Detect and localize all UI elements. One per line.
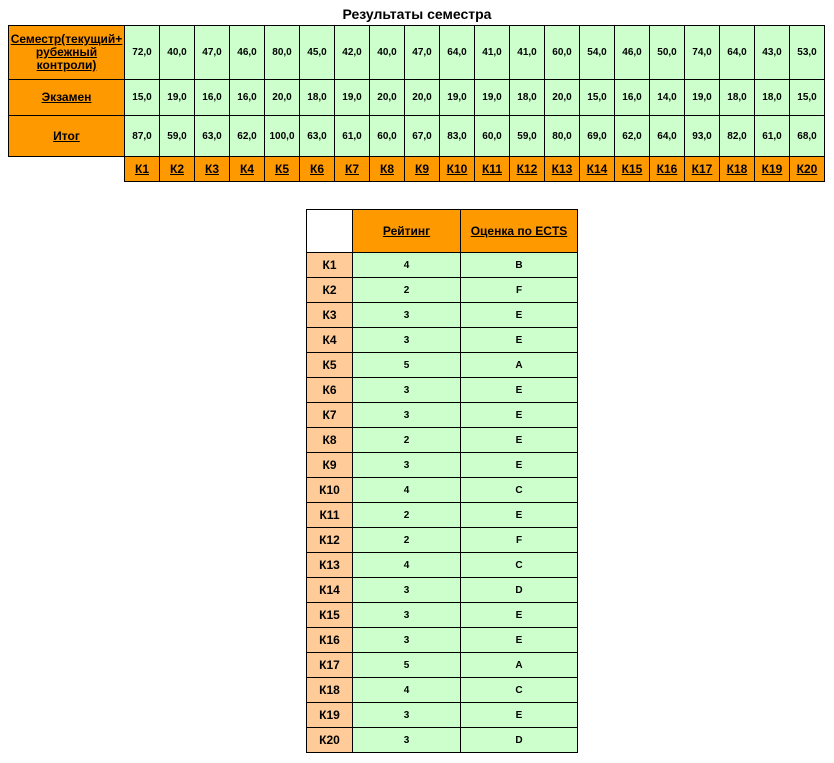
total-row — [9, 116, 825, 157]
total-value-cell[interactable]: 100,0 — [265, 116, 300, 157]
k-label: К10 — [446, 162, 468, 176]
k-label: К4 — [240, 162, 254, 176]
total-value-cell[interactable]: 62,0 — [230, 116, 265, 157]
ects-cell[interactable]: C — [461, 678, 578, 703]
total-value-cell[interactable]: 62,0 — [615, 116, 650, 157]
ects-cell[interactable]: E — [461, 378, 578, 403]
page-title: Результаты семестра — [342, 6, 492, 22]
ects-cell[interactable]: E — [461, 628, 578, 653]
rating-row — [307, 403, 578, 428]
exam-value-cell[interactable]: 18,0 — [755, 80, 790, 116]
ects-cell[interactable]: E — [461, 703, 578, 728]
k-label-cell[interactable] — [405, 157, 440, 182]
exam-value-cell[interactable]: 19,0 — [475, 80, 510, 116]
semester-value-cell[interactable]: 41,0 — [510, 26, 545, 80]
rating-row — [307, 503, 578, 528]
k-name-cell[interactable]: К7 — [307, 403, 353, 428]
k-label-cell[interactable] — [720, 157, 755, 182]
exam-value-cell[interactable]: 19,0 — [440, 80, 475, 116]
k-label: К20 — [796, 162, 818, 176]
total-value-cell[interactable]: 61,0 — [335, 116, 370, 157]
exam-value-cell[interactable]: 19,0 — [335, 80, 370, 116]
rating-row — [307, 703, 578, 728]
k-label: К5 — [275, 162, 289, 176]
k-label-cell[interactable] — [475, 157, 510, 182]
exam-value-cell[interactable]: 18,0 — [300, 80, 335, 116]
rating-row — [307, 328, 578, 353]
k-name-cell[interactable]: К6 — [307, 378, 353, 403]
ects-cell[interactable]: E — [461, 503, 578, 528]
ects-cell[interactable]: F — [461, 528, 578, 553]
k-name-cell[interactable]: К16 — [307, 628, 353, 653]
k-label: К6 — [310, 162, 324, 176]
k-name-cell[interactable]: К10 — [307, 478, 353, 503]
k-label: К9 — [415, 162, 429, 176]
semester-value-cell[interactable]: 80,0 — [265, 26, 300, 80]
k-label: К1 — [135, 162, 149, 176]
total-value-cell[interactable]: 64,0 — [650, 116, 685, 157]
exam-value-cell[interactable]: 16,0 — [230, 80, 265, 116]
ects-cell[interactable]: E — [461, 603, 578, 628]
exam-value-cell[interactable]: 16,0 — [195, 80, 230, 116]
ects-cell[interactable]: B — [461, 253, 578, 278]
rating-cell[interactable]: 2 — [353, 428, 461, 453]
ects-cell[interactable]: A — [461, 353, 578, 378]
k-label-cell[interactable] — [300, 157, 335, 182]
rating-cell[interactable]: 3 — [353, 578, 461, 603]
k-label-cell[interactable] — [790, 157, 825, 182]
exam-value-cell[interactable]: 14,0 — [650, 80, 685, 116]
exam-value-cell[interactable]: 20,0 — [545, 80, 580, 116]
k-label-cell[interactable] — [685, 157, 720, 182]
k-label: К15 — [621, 162, 643, 176]
total-value-cell[interactable]: 80,0 — [545, 116, 580, 157]
ects-header[interactable]: Оценка по ECTS — [461, 210, 578, 253]
total-label: Итог — [53, 128, 80, 143]
k-label: К13 — [551, 162, 573, 176]
total-value-cell[interactable]: 68,0 — [790, 116, 825, 157]
semester-value-cell[interactable]: 64,0 — [440, 26, 475, 80]
rating-cell[interactable]: 3 — [353, 328, 461, 353]
total-label-cell[interactable] — [9, 116, 125, 157]
exam-label-cell[interactable] — [9, 80, 125, 116]
semester-value-cell[interactable]: 53,0 — [790, 26, 825, 80]
rating-row — [307, 653, 578, 678]
semester-value-cell[interactable]: 45,0 — [300, 26, 335, 80]
total-value-cell[interactable]: 93,0 — [685, 116, 720, 157]
semester-value-cell[interactable]: 72,0 — [125, 26, 160, 80]
rating-table — [306, 209, 578, 753]
ects-cell[interactable]: C — [461, 553, 578, 578]
rating-cell[interactable]: 2 — [353, 278, 461, 303]
total-value-cell[interactable]: 82,0 — [720, 116, 755, 157]
k-name-cell[interactable]: К9 — [307, 453, 353, 478]
blank-cell — [9, 157, 125, 182]
k-label-row — [9, 157, 825, 182]
k-label-cell[interactable] — [650, 157, 685, 182]
rating-row — [307, 628, 578, 653]
ects-cell[interactable]: E — [461, 403, 578, 428]
k-label: К8 — [380, 162, 394, 176]
rating-row — [307, 478, 578, 503]
k-name-cell[interactable]: К11 — [307, 503, 353, 528]
k-label-cell[interactable] — [335, 157, 370, 182]
ects-cell[interactable]: E — [461, 328, 578, 353]
k-name-cell[interactable]: К13 — [307, 553, 353, 578]
rating-row — [307, 253, 578, 278]
total-value-cell[interactable]: 60,0 — [370, 116, 405, 157]
semester-results-table — [8, 25, 825, 182]
rating-row — [307, 378, 578, 403]
rating-cell[interactable]: 3 — [353, 728, 461, 753]
k-label-cell[interactable] — [230, 157, 265, 182]
semester-value-cell[interactable]: 40,0 — [160, 26, 195, 80]
exam-value-cell[interactable]: 20,0 — [370, 80, 405, 116]
exam-value-cell[interactable]: 19,0 — [685, 80, 720, 116]
k-name-cell[interactable]: К17 — [307, 653, 353, 678]
total-value-cell[interactable]: 63,0 — [300, 116, 335, 157]
rating-header[interactable]: Рейтинг — [353, 210, 461, 253]
rating-cell[interactable]: 5 — [353, 653, 461, 678]
rating-cell[interactable]: 4 — [353, 253, 461, 278]
k-name-cell[interactable]: К4 — [307, 328, 353, 353]
semester-value-cell[interactable]: 64,0 — [720, 26, 755, 80]
semester-value-cell[interactable]: 46,0 — [615, 26, 650, 80]
k-label-cell[interactable] — [755, 157, 790, 182]
semester-value-cell[interactable]: 40,0 — [370, 26, 405, 80]
k-name-cell[interactable]: К12 — [307, 528, 353, 553]
total-value-cell[interactable]: 69,0 — [580, 116, 615, 157]
rating-row — [307, 728, 578, 753]
k-label-cell[interactable] — [615, 157, 650, 182]
semester-value-cell[interactable]: 46,0 — [230, 26, 265, 80]
ects-cell[interactable]: D — [461, 578, 578, 603]
k-name-cell[interactable]: К2 — [307, 278, 353, 303]
exam-label: Экзамен — [41, 90, 92, 104]
semester-row — [9, 26, 825, 80]
rating-cell[interactable]: 3 — [353, 403, 461, 428]
rating-row — [307, 453, 578, 478]
k-name-cell[interactable]: К1 — [307, 253, 353, 278]
rating-row — [307, 353, 578, 378]
rating-row — [307, 603, 578, 628]
k-name-cell[interactable]: К8 — [307, 428, 353, 453]
rating-cell[interactable]: 4 — [353, 553, 461, 578]
semester-value-cell[interactable]: 41,0 — [475, 26, 510, 80]
k-label: К3 — [205, 162, 219, 176]
exam-value-cell[interactable]: 19,0 — [160, 80, 195, 116]
rating-cell[interactable]: 3 — [353, 303, 461, 328]
rating-table-header — [307, 210, 578, 253]
rating-cell[interactable]: 3 — [353, 628, 461, 653]
total-value-cell[interactable]: 83,0 — [440, 116, 475, 157]
semester-value-cell[interactable]: 47,0 — [195, 26, 230, 80]
semester-value-cell[interactable]: 60,0 — [545, 26, 580, 80]
ects-cell[interactable]: E — [461, 428, 578, 453]
rating-cell[interactable]: 3 — [353, 603, 461, 628]
rating-cell[interactable]: 4 — [353, 478, 461, 503]
ects-cell[interactable]: E — [461, 303, 578, 328]
k-label: К2 — [170, 162, 184, 176]
rating-row — [307, 303, 578, 328]
total-value-cell[interactable]: 63,0 — [195, 116, 230, 157]
k-label-cell[interactable] — [545, 157, 580, 182]
rating-row — [307, 678, 578, 703]
exam-row — [9, 80, 825, 116]
rating-cell[interactable]: 2 — [353, 503, 461, 528]
k-label: К19 — [761, 162, 783, 176]
k-label-cell[interactable] — [580, 157, 615, 182]
rating-row — [307, 278, 578, 303]
k-label: К7 — [345, 162, 359, 176]
k-name-cell[interactable]: К14 — [307, 578, 353, 603]
rating-row — [307, 528, 578, 553]
ects-cell[interactable]: C — [461, 478, 578, 503]
k-label: К11 — [481, 162, 502, 176]
semester-value-cell[interactable]: 50,0 — [650, 26, 685, 80]
rating-cell[interactable]: 5 — [353, 353, 461, 378]
rating-cell[interactable]: 3 — [353, 703, 461, 728]
k-label: К12 — [516, 162, 538, 176]
k-label: К18 — [726, 162, 748, 176]
rating-cell[interactable]: 3 — [353, 453, 461, 478]
k-label: К14 — [586, 162, 608, 176]
total-value-cell[interactable]: 67,0 — [405, 116, 440, 157]
k-label: К16 — [656, 162, 678, 176]
k-name-cell[interactable]: К18 — [307, 678, 353, 703]
ects-cell[interactable]: E — [461, 453, 578, 478]
ects-cell[interactable]: D — [461, 728, 578, 753]
exam-value-cell[interactable]: 20,0 — [265, 80, 300, 116]
exam-value-cell[interactable]: 18,0 — [720, 80, 755, 116]
k-name-cell[interactable]: К20 — [307, 728, 353, 753]
total-value-cell[interactable]: 60,0 — [475, 116, 510, 157]
exam-value-cell[interactable]: 20,0 — [405, 80, 440, 116]
rating-row — [307, 578, 578, 603]
semester-value-cell[interactable]: 74,0 — [685, 26, 720, 80]
rating-cell[interactable]: 2 — [353, 528, 461, 553]
k-label-cell[interactable] — [510, 157, 545, 182]
rating-cell[interactable]: 3 — [353, 378, 461, 403]
k-label-cell[interactable] — [160, 157, 195, 182]
exam-value-cell[interactable]: 15,0 — [125, 80, 160, 116]
k-label-cell[interactable] — [440, 157, 475, 182]
semester-label: Семестр(текущий+ рубежный контроли) — [10, 32, 123, 72]
corner-cell[interactable] — [307, 210, 353, 253]
k-name-cell[interactable]: К15 — [307, 603, 353, 628]
k-label: К17 — [691, 162, 713, 176]
total-value-cell[interactable]: 59,0 — [160, 116, 195, 157]
k-label-cell[interactable] — [125, 157, 160, 182]
ects-cell[interactable]: A — [461, 653, 578, 678]
k-name-cell[interactable]: К19 — [307, 703, 353, 728]
semester-label-cell[interactable] — [9, 26, 125, 80]
exam-value-cell[interactable]: 16,0 — [615, 80, 650, 116]
k-label-cell[interactable] — [195, 157, 230, 182]
ects-cell[interactable]: F — [461, 278, 578, 303]
total-value-cell[interactable]: 59,0 — [510, 116, 545, 157]
total-value-cell[interactable]: 87,0 — [125, 116, 160, 157]
semester-value-cell[interactable]: 42,0 — [335, 26, 370, 80]
rating-row — [307, 428, 578, 453]
rating-row — [307, 553, 578, 578]
k-label-cell[interactable] — [370, 157, 405, 182]
k-name-cell[interactable]: К3 — [307, 303, 353, 328]
semester-value-cell[interactable]: 47,0 — [405, 26, 440, 80]
exam-value-cell[interactable]: 15,0 — [790, 80, 825, 116]
exam-value-cell[interactable]: 18,0 — [510, 80, 545, 116]
k-name-cell[interactable]: К5 — [307, 353, 353, 378]
semester-value-cell[interactable]: 54,0 — [580, 26, 615, 80]
k-label-cell[interactable] — [265, 157, 300, 182]
rating-cell[interactable]: 4 — [353, 678, 461, 703]
exam-value-cell[interactable]: 15,0 — [580, 80, 615, 116]
semester-value-cell[interactable]: 43,0 — [755, 26, 790, 80]
total-value-cell[interactable]: 61,0 — [755, 116, 790, 157]
